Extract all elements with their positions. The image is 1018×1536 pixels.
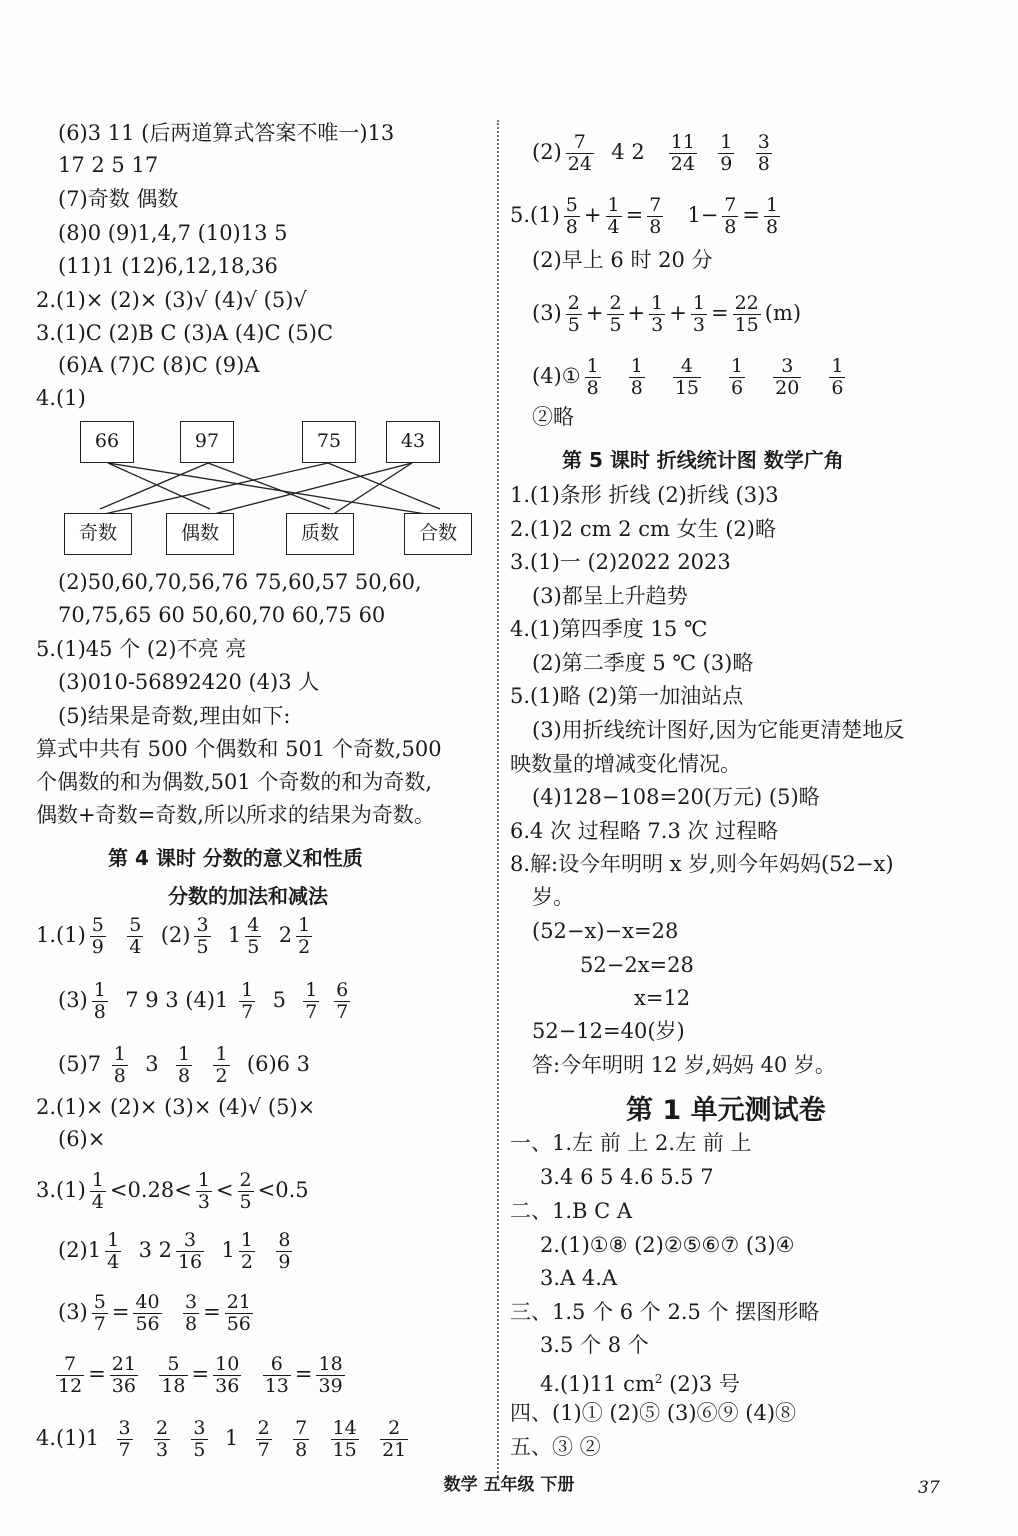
number-box: 97 [180,421,234,463]
section-heading: 第 4 课时 分数的意义和性质 [108,846,363,870]
answer-line: (2)第二季度 5 ℃ (3)略 [532,651,754,675]
answer-line: 3.A 4.A [540,1266,618,1290]
answer-line: 2.(1)× (2)× (3)× (4)√ (5)× [36,1095,316,1119]
answer-line: 3.4 6 5 4.6 5.5 7 [540,1165,714,1189]
answer-line: 个偶数的和为偶数,501 个奇数的和为奇数, [36,770,433,794]
fraction-row: $\frac{7}{12}$ = $\frac{21}{36}$ $\frac{5}{18}$ = $\frac{10}{36}$ $\frac{6}{13}$ = $\frac{18}{39}$ [58,1353,343,1397]
fraction-row: 3.(1) $\frac{1}{4}$ <0.28< $\frac{1}{3}$ < $\frac{2}{5}$ <0.5 [36,1169,309,1213]
answer-line: (52−x)−x=28 [532,919,679,943]
fraction-row: (3) $\frac{1}{8}$ 7 9 3 (4)1 $\frac{1}{7}$ 5 $\frac{1}{7}$ $\frac{6}{7}$ [58,979,349,1023]
answer-line: 二、1.B C A [510,1199,633,1223]
answer-line: (6)3 11 (后两道算式答案不唯一)13 [58,121,395,145]
answer-line: (3)010-56892420 (4)3 人 [58,670,320,694]
answer-line: 3.(1)一 (2)2022 2023 [510,550,731,574]
answer-line: 5.(1)45 个 (2)不亮 亮 [36,637,247,661]
answer-line: (2)早上 6 时 20 分 [532,248,713,272]
number-box: 66 [80,421,134,463]
answer-line: 4.(1) [36,386,86,410]
answer-line: (6)× [58,1127,106,1151]
answer-line: 答:今年明明 12 岁,妈妈 40 岁。 [532,1053,836,1077]
section-heading: 分数的加法和减法 [168,884,328,908]
page-number: 37 [918,1478,940,1498]
fraction-row: (3) $\frac{5}{7}$ = $\frac{40}{56}$ $\frac{3}{8}$ = $\frac{21}{56}$ [58,1291,251,1335]
answer-line: 一、1.左 前 上 2.左 前 上 [510,1131,752,1155]
match-line [100,463,328,515]
fraction-row: (5)7 $\frac{1}{8}$ 3 $\frac{1}{8}$ $\frac{1}{2}$ (6)6 3 [58,1043,311,1087]
answer-line: x=12 [634,986,691,1010]
unit-test-title: 第 1 单元测试卷 [626,1095,826,1126]
category-box: 质数 [286,513,354,555]
answer-line: 岁。 [532,885,574,909]
answer-line: 映数量的增减变化情况。 [510,752,741,776]
fraction-row: 4.(1)1 $\frac{3}{7}$ $\frac{2}{3}$ $\frac{3}{5}$ 1 $\frac{2}{7}$ $\frac{7}{8}$ $\frac{14}{15}$ $\frac{2}{21}$ [36,1417,407,1461]
section-heading: 第 5 课时 折线统计图 数学广角 [562,448,844,472]
answer-line: (6)A (7)C (8)C (9)A [58,353,260,377]
answer-line: 3.5 个 8 个 [540,1333,649,1357]
answer-line: (8)0 (9)1,4,7 (10)13 5 [58,221,288,245]
answer-line: 偶数+奇数=奇数,所以所求的结果为奇数。 [36,803,435,827]
answer-line: 8.解:设今年明明 x 岁,则今年妈妈(52−x) [510,852,894,876]
answer-line: (2)50,60,70,56,76 75,60,57 50,60, [58,570,422,594]
number-box: 75 [302,421,356,463]
category-box: 合数 [404,513,472,555]
fraction-row: 5.(1) $\frac{5}{8}$ + $\frac{1}{4}$ = $\frac{7}{8}$ 1− $\frac{7}{8}$ = $\frac{1}{8}$ [510,194,779,238]
answer-line: 70,75,65 60 50,60,70 60,75 60 [58,603,386,627]
answer-line: 5.(1)略 (2)第一加油站点 [510,684,744,708]
match-line [332,463,412,515]
answer-line: 2.(1)①⑧ (2)②⑤⑥⑦ (3)④ [540,1233,795,1257]
answer-line: 4.(1)11 $cm^2$ (2)3 号 [540,1372,740,1396]
column-divider [497,120,499,1480]
fraction-row: (3) $\frac{2}{5}$ + $\frac{2}{5}$ + $\frac{1}{3}$ + $\frac{1}{3}$ = $\frac{22}{15}$ (m) [532,292,802,336]
answer-line: 3.(1)C (2)B C (3)A (4)C (5)C [36,321,334,345]
answer-line: 五、③ ② [510,1435,601,1459]
fraction-row: (2) $\frac{7}{24}$ 4 2 $\frac{11}{24}$ $\frac{1}{9}$ $\frac{3}{8}$ [532,131,770,175]
answer-line: (5)结果是奇数,理由如下: [58,704,291,728]
answer-line: 4.(1)第四季度 15 ℃ [510,617,708,641]
answer-line: 17 2 5 17 [58,153,159,177]
answer-line: (4)128−108=20(万元) (5)略 [532,785,820,809]
answer-line: 2.(1)2 cm 2 cm 女生 (2)略 [510,517,776,541]
answer-line: ②略 [532,405,574,429]
answer-line: (3)用折线统计图好,因为它能更清楚地反 [532,718,905,742]
answer-line: (11)1 (12)6,12,18,36 [58,254,278,278]
answer-line: 52−12=40(岁) [532,1019,685,1043]
category-box: 偶数 [166,513,234,555]
answer-line: 1.(1)条形 折线 (2)折线 (3)3 [510,483,779,507]
answer-line: 三、1.5 个 6 个 2.5 个 摆图形略 [510,1300,820,1324]
fraction-row: (4)① $\frac{1}{8}$ $\frac{1}{8}$ $\frac{4}{15}$ $\frac{1}{6}$ $\frac{3}{20}$ $\frac{1}{6}$ [532,355,844,399]
answer-line: (7)奇数 偶数 [58,187,179,211]
category-box: 奇数 [64,513,132,555]
page-footer: 数学 五年级 下册 [443,1475,575,1495]
fraction-row: (2)1 $\frac{1}{4}$ 3 2 $\frac{3}{16}$ 1 $\frac{1}{2}$ $\frac{8}{9}$ [58,1229,291,1273]
fraction-row: 1.(1) $\frac{5}{9}$ $\frac{5}{4}$ (2) $\frac{3}{5}$ 1 $\frac{4}{5}$ 2 $\frac{1}{2}$ [36,914,311,958]
answer-line: 2.(1)× (2)× (3)√ (4)√ (5)√ [36,288,307,312]
answer-line: 四、(1)① (2)⑤ (3)⑥⑨ (4)⑧ [510,1401,797,1425]
answer-line: (3)都呈上升趋势 [532,584,688,608]
answer-line: 6.4 次 过程略 7.3 次 过程略 [510,819,779,843]
answer-line: 52−2x=28 [580,953,694,977]
number-box: 43 [386,421,440,463]
answer-line: 算式中共有 500 个偶数和 501 个奇数,500 [36,737,442,761]
